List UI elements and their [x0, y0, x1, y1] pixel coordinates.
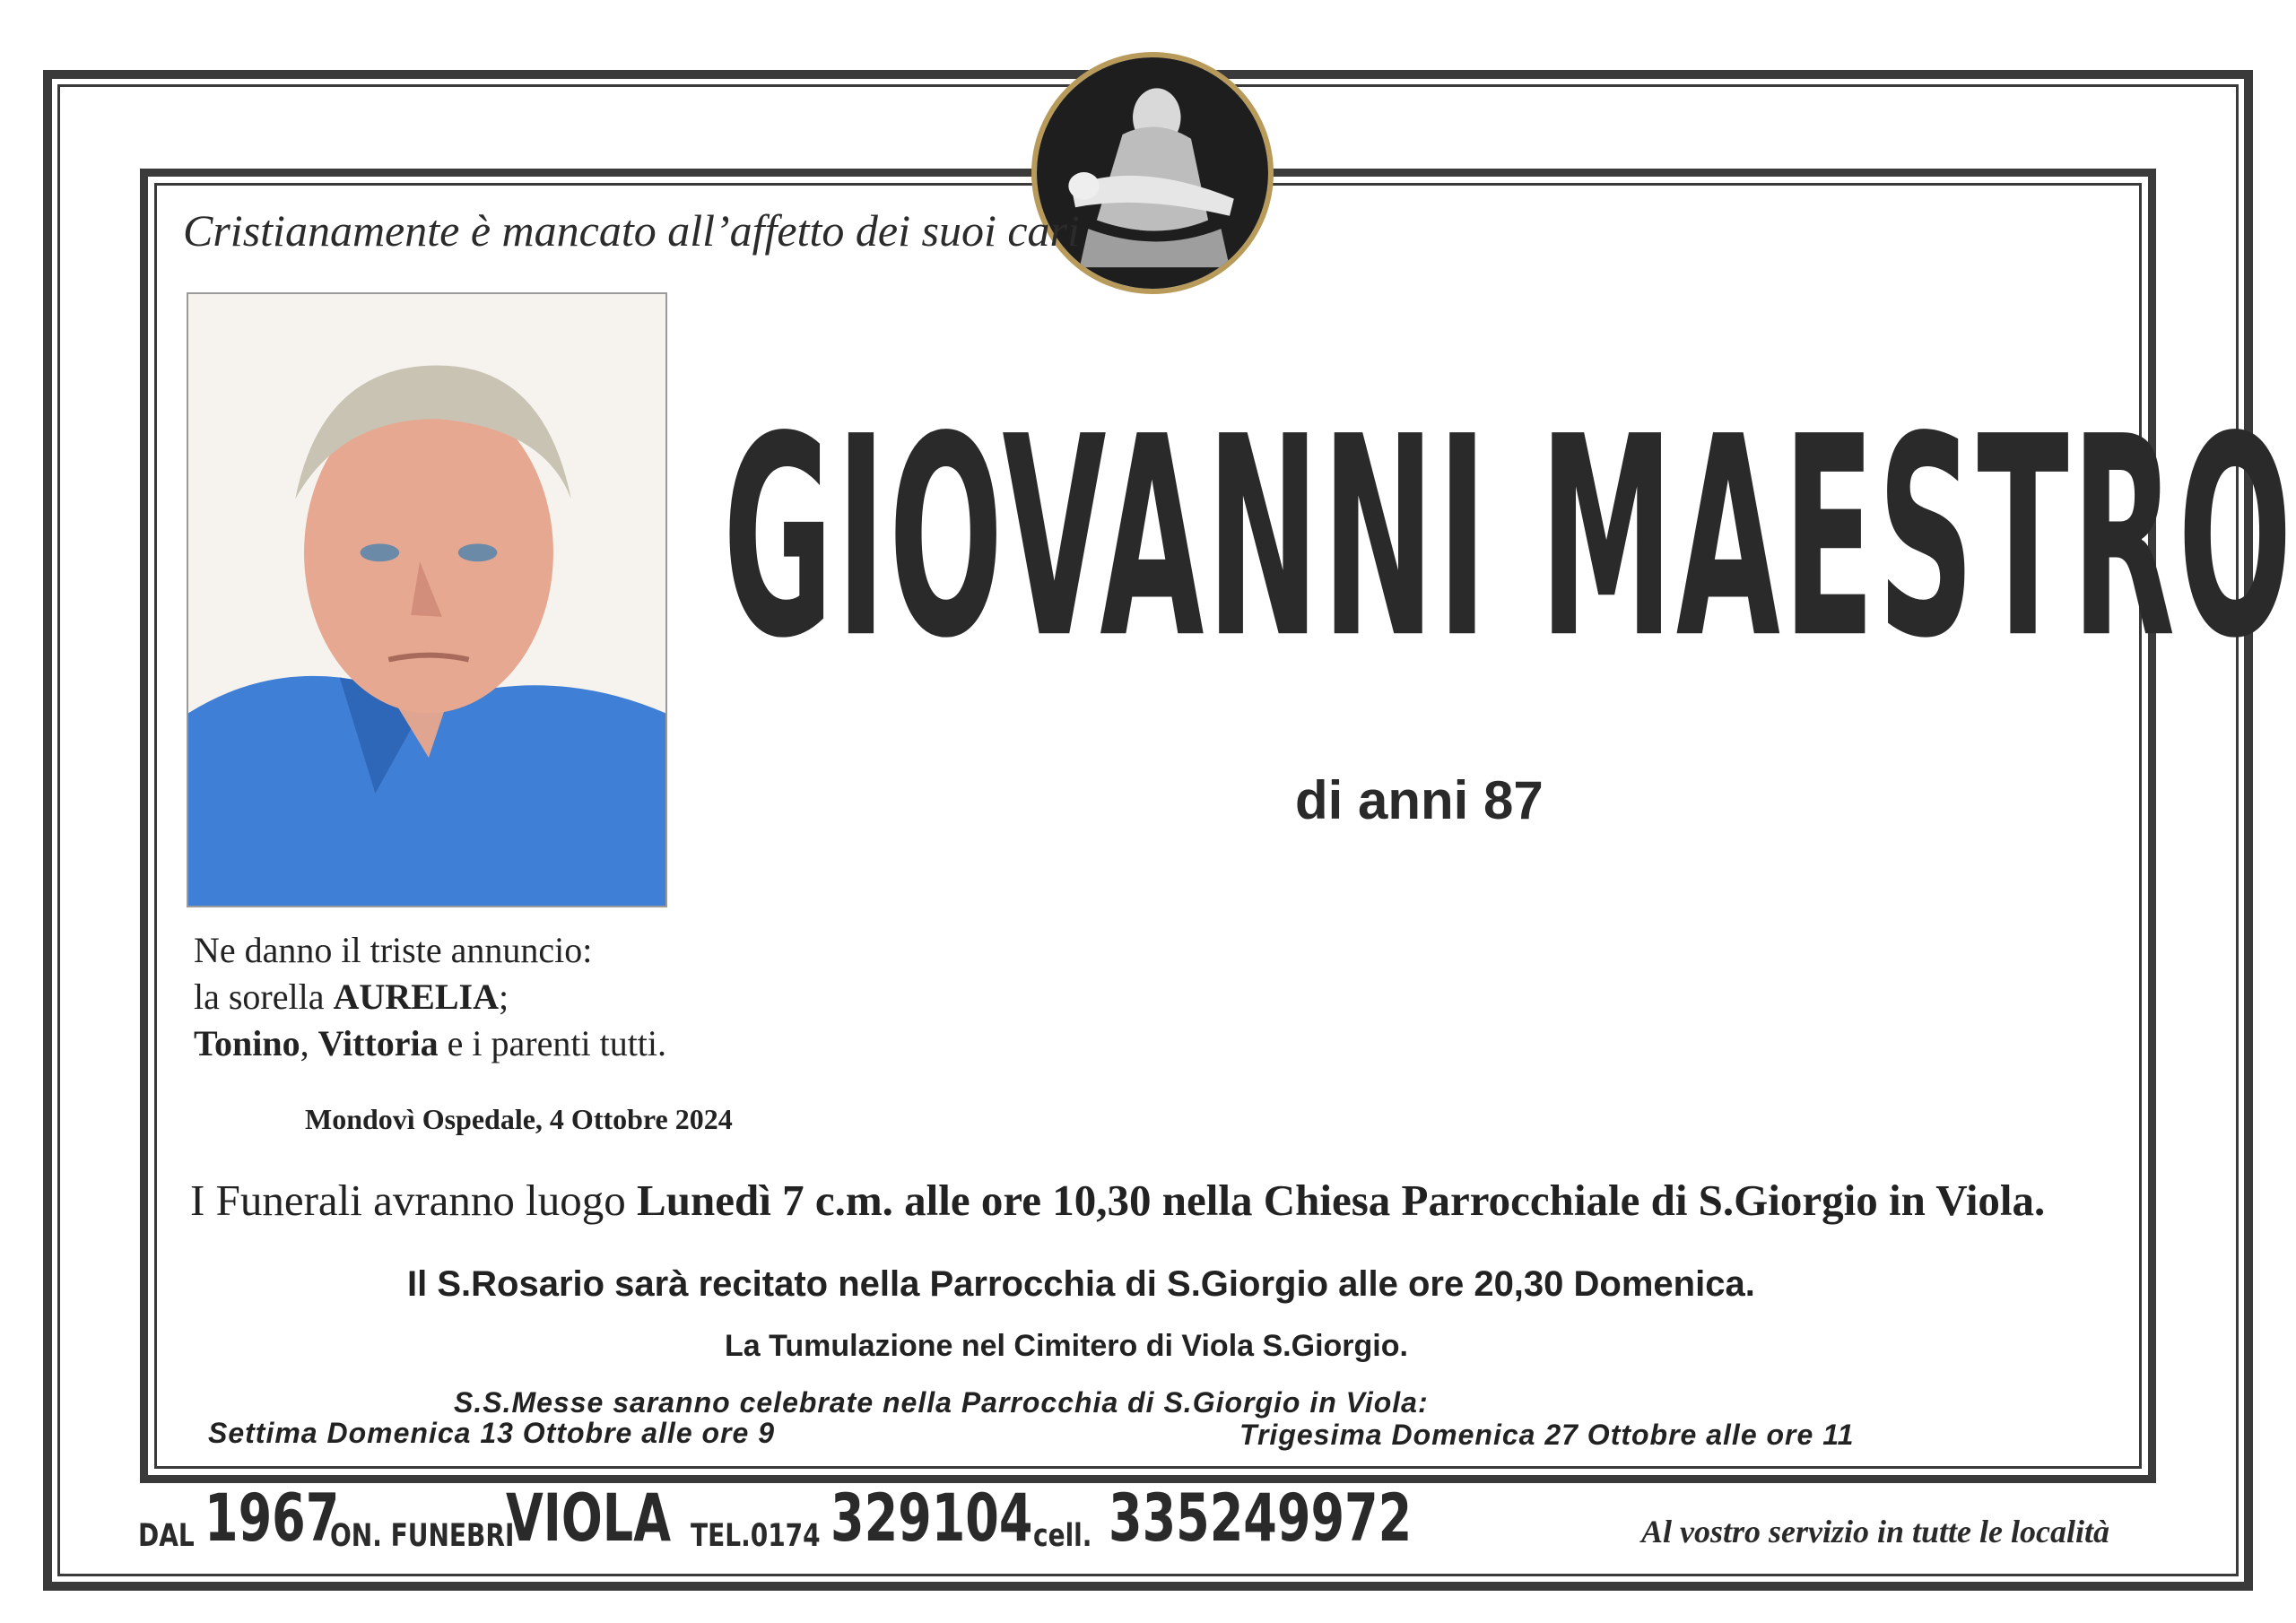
place-and-date: Mondovì Ospedale, 4 Ottobre 2024: [305, 1103, 733, 1135]
intro-text: Cristianamente è mancato all’affetto dei suoi cari: [183, 205, 1080, 256]
announcement-line-1: Ne danno il triste annuncio:: [194, 930, 593, 970]
funeral-info-details: Lunedì 7 c.m. alle ore 10,30 nella Chiesa Parrocchiale di S.Giorgio in Viola.: [637, 1176, 2046, 1225]
funeral-info: [190, 1175, 2045, 1226]
relative-name: Vittoria: [317, 1023, 439, 1063]
footer-cell-number: 335249972: [1109, 1480, 1413, 1557]
portrait-photo: [187, 292, 667, 907]
announcement-text: e i parenti tutti.: [438, 1023, 667, 1063]
footer-cell-prefix: cell.: [1033, 1516, 1092, 1554]
footer-slogan: Al vostro servizio in tutte le località: [1641, 1514, 2109, 1549]
family-announcement: [194, 927, 666, 1067]
burial-info: La Tumulazione nel Cimitero di Viola S.Giorgio.: [725, 1329, 1408, 1363]
footer-tel-prefix: TEL.0174: [691, 1516, 821, 1554]
announcement-line-2: [194, 974, 666, 1020]
mass-thirtieth: Trigesima Domenica 27 Ottobre alle ore 11: [1239, 1419, 1855, 1451]
masses-title: S.S.Messe saranno celebrate nella Parrocchia di S.Giorgio in Viola:: [454, 1386, 1429, 1419]
announcement-text: ,: [300, 1023, 318, 1063]
footer-year: 1967: [204, 1480, 340, 1557]
footer-onfunebri: ON. FUNEBRI: [330, 1516, 515, 1554]
funeral-info-prefix: I Funerali avranno luogo: [190, 1176, 638, 1225]
relative-name: Tonino: [194, 1023, 300, 1063]
footer-tel-number: 329104: [831, 1480, 1033, 1557]
mass-seventh: Settima Domenica 13 Ottobre alle ore 9: [208, 1417, 775, 1449]
rosary-info: Il S.Rosario sarà recitato nella Parrocchia di S.Giorgio alle ore 20,30 Domenica.: [407, 1264, 1755, 1304]
footer-company-name: VIOLA: [506, 1480, 671, 1557]
announcement-text: ;: [498, 976, 509, 1017]
relative-name: AURELIA: [333, 976, 499, 1017]
announcement-line-3: [194, 1020, 666, 1067]
deceased-name: GIOVANNI MAESTRO: [723, 379, 2295, 700]
pieta-medallion-image: [1031, 52, 1274, 294]
footer-dal: DAL: [138, 1516, 195, 1554]
announcement-text: la sorella: [194, 976, 334, 1017]
deceased-age: di anni 87: [1295, 770, 1544, 830]
funeral-home-footer: [135, 1480, 2179, 1564]
